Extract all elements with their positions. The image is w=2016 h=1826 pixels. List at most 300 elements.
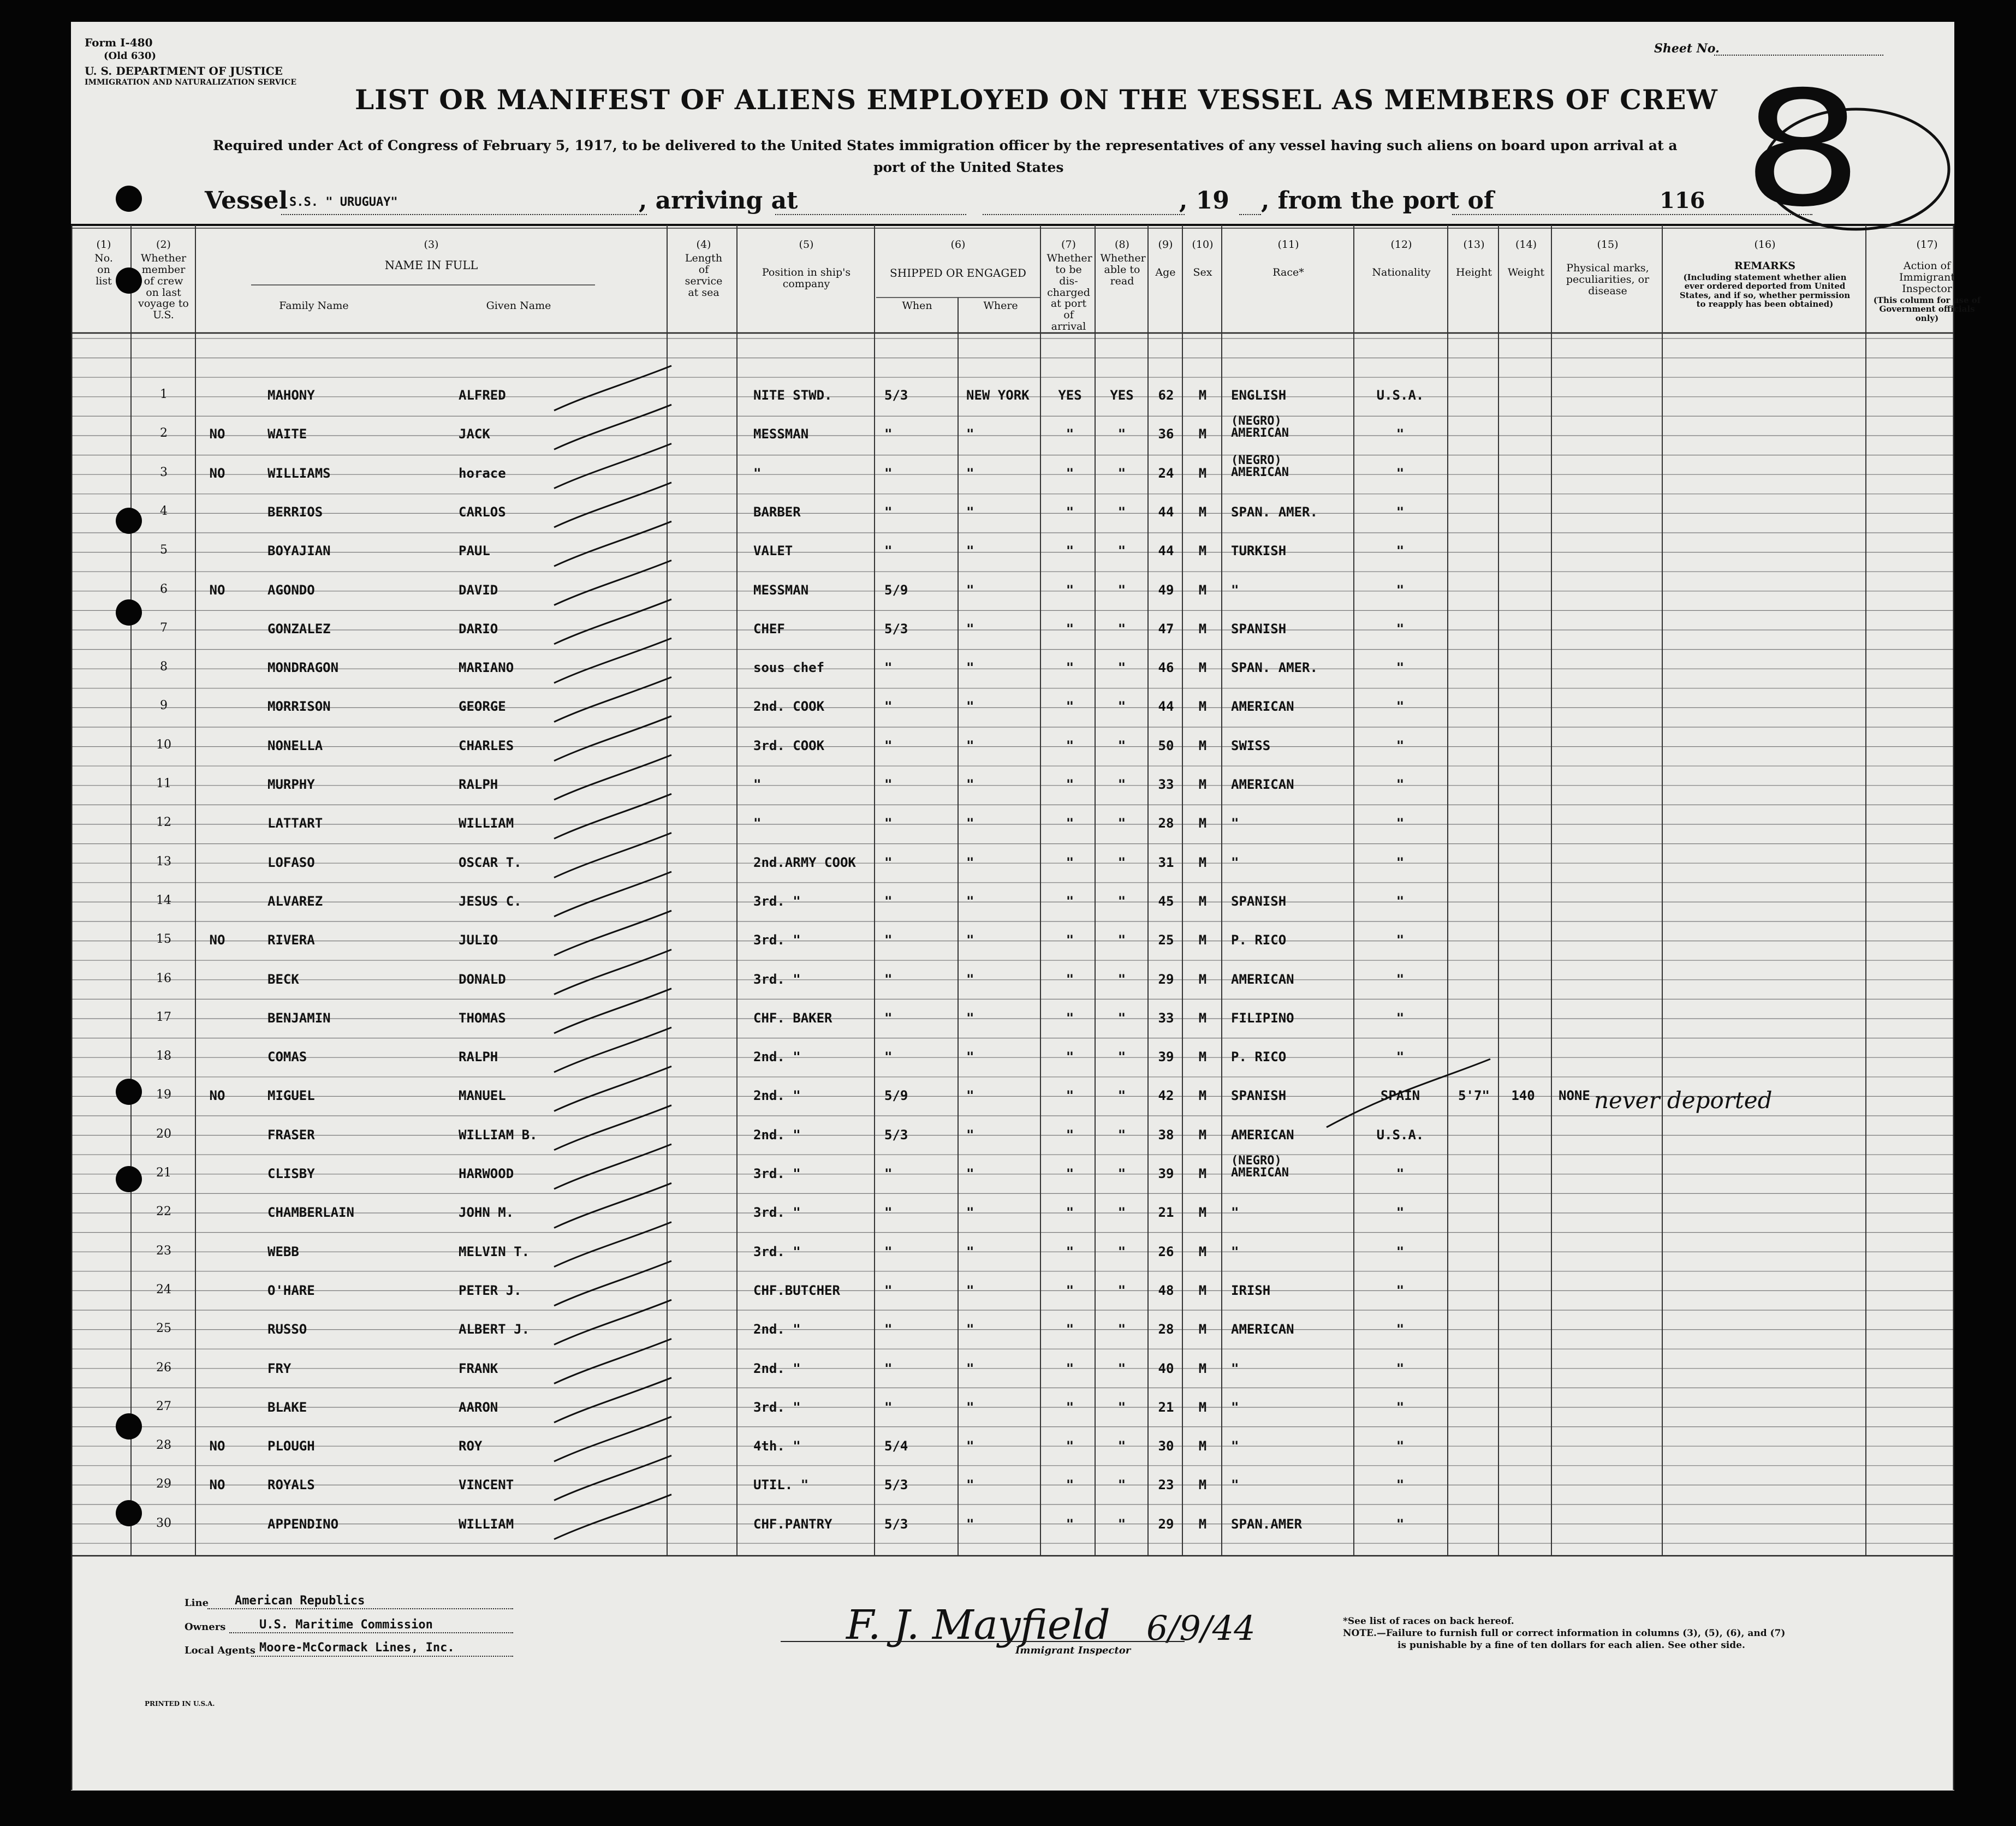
cell-family: FRASER xyxy=(267,1127,315,1143)
cell-race: " xyxy=(1231,1205,1239,1221)
cell-given: JOHN M. xyxy=(459,1205,514,1221)
cell-discharged: " xyxy=(1066,1399,1074,1415)
cell-no: 28 xyxy=(156,1438,171,1453)
cell-race: SPANISH xyxy=(1231,1088,1287,1104)
cell-age: 31 xyxy=(1158,854,1174,870)
cell-sex: M xyxy=(1198,1049,1207,1065)
cell-no: 5 xyxy=(160,543,168,557)
owners-field-line xyxy=(229,1632,513,1633)
cell-nationality: U.S.A. xyxy=(1376,388,1424,403)
cell-age: 39 xyxy=(1158,1166,1174,1181)
cell-no: 25 xyxy=(156,1322,171,1336)
cell-sex: M xyxy=(1198,1438,1207,1454)
cell-age: 21 xyxy=(1158,1205,1174,1221)
cell-nationality: " xyxy=(1396,893,1405,909)
cell-where: " xyxy=(966,1010,974,1026)
cell-position: 2nd. COOK xyxy=(753,699,825,715)
cell-read: " xyxy=(1117,932,1126,948)
cell-read: " xyxy=(1117,1244,1126,1259)
cell-nationality: " xyxy=(1396,1244,1405,1259)
punch-hole xyxy=(116,599,142,626)
cell-sex: M xyxy=(1198,660,1207,676)
cell-family: BECK xyxy=(267,971,299,987)
col9-header: (9) Age xyxy=(1155,239,1176,278)
cell-given: PAUL xyxy=(459,543,490,559)
cell-where: " xyxy=(966,582,974,598)
year-label: , 19 xyxy=(1179,187,1229,215)
cell-age: 42 xyxy=(1158,1088,1174,1104)
cell-no: 10 xyxy=(156,737,171,752)
cell-where: " xyxy=(966,971,974,987)
cell-position: 3rd. " xyxy=(753,1166,801,1181)
col5-header: (5) Position in ship's company xyxy=(762,239,851,290)
cell-family: O'HARE xyxy=(267,1282,315,1298)
cell-nationality: " xyxy=(1396,737,1405,753)
cell-where: " xyxy=(966,1322,974,1337)
cell-read: " xyxy=(1117,1399,1126,1415)
cell-sex: M xyxy=(1198,1477,1207,1493)
cell-read: " xyxy=(1117,1360,1126,1376)
cell-when: " xyxy=(884,737,893,753)
cell-discharged: " xyxy=(1066,1127,1074,1143)
col6-when-header: When xyxy=(902,300,932,312)
cell-age: 48 xyxy=(1158,1282,1174,1298)
cell-position: 3rd. " xyxy=(753,932,801,948)
cell-family: WILLIAMS xyxy=(267,465,331,481)
cell-age: 50 xyxy=(1158,737,1174,753)
cell-discharged: " xyxy=(1066,1244,1074,1259)
cell-crew: NO xyxy=(209,1088,225,1104)
cell-given: MELVIN T. xyxy=(459,1244,530,1259)
cell-age: 44 xyxy=(1158,504,1174,520)
inspector-signature: F. J. Mayfield xyxy=(846,1602,1110,1649)
cell-sex: M xyxy=(1198,1244,1207,1259)
cell-given: WILLIAM xyxy=(459,816,514,831)
cell-age: 21 xyxy=(1158,1399,1174,1415)
cell-where: " xyxy=(966,816,974,831)
cell-discharged: " xyxy=(1066,854,1074,870)
cell-position: 2nd. " xyxy=(753,1322,801,1337)
form-alt-number: (Old 630) xyxy=(104,50,156,62)
cell-discharged: " xyxy=(1066,1516,1074,1532)
cell-crew: NO xyxy=(209,1477,225,1493)
races-note: *See list of races on back hereof. xyxy=(1343,1616,1514,1627)
owners-label: Owners xyxy=(185,1621,226,1633)
cell-no: 27 xyxy=(156,1399,171,1413)
cell-no: 24 xyxy=(156,1282,171,1296)
cell-sex: M xyxy=(1198,932,1207,948)
cell-given: CARLOS xyxy=(459,504,506,520)
cell-when: " xyxy=(884,1399,893,1415)
cell-family: MURPHY xyxy=(267,777,315,792)
cell-discharged: " xyxy=(1066,971,1074,987)
cell-age: 25 xyxy=(1158,932,1174,948)
cell-race: TURKISH xyxy=(1231,543,1287,559)
cell-discharged: " xyxy=(1066,893,1074,909)
punch-hole xyxy=(116,1413,142,1440)
cell-when: " xyxy=(884,971,893,987)
cell-when: " xyxy=(884,504,893,520)
col16-header: (16) REMARKS (Including statement whether alien ever ordered deported from United States, and if so, whether permission to reapply has been obtained) xyxy=(1679,239,1851,310)
cell-given: DONALD xyxy=(459,971,506,987)
cell-position: CHEF xyxy=(753,621,785,637)
cell-family: BENJAMIN xyxy=(267,1010,331,1026)
cell-family: FRY xyxy=(267,1360,292,1376)
cell-read: " xyxy=(1117,816,1126,831)
cell-no: 4 xyxy=(160,504,168,518)
cell-position: 2nd.ARMY COOK xyxy=(753,854,856,870)
cell-position: 2nd. " xyxy=(753,1360,801,1376)
cell-where: " xyxy=(966,621,974,637)
cell-where: " xyxy=(966,1088,974,1104)
col6-where-header: Where xyxy=(983,300,1018,312)
cell-race: " xyxy=(1231,1477,1239,1493)
cell-no: 26 xyxy=(156,1360,171,1375)
cell-nationality: " xyxy=(1396,854,1405,870)
cell-when: 5/9 xyxy=(884,1088,908,1104)
cell-age: 45 xyxy=(1158,893,1174,909)
cell-when: " xyxy=(884,1244,893,1259)
cell-family: MAHONY xyxy=(267,388,315,403)
cell-read: " xyxy=(1117,1282,1126,1298)
cell-position: 2nd. " xyxy=(753,1127,801,1143)
cell-age: 28 xyxy=(1158,1322,1174,1337)
cell-no: 18 xyxy=(156,1049,171,1063)
vessel-name-line xyxy=(281,214,647,215)
cell-nationality: " xyxy=(1396,1010,1405,1026)
cell-nationality: " xyxy=(1396,816,1405,831)
agents-label: Local Agents xyxy=(185,1645,255,1656)
cell-where: " xyxy=(966,737,974,753)
cell-discharged: " xyxy=(1066,1322,1074,1337)
cell-given: RALPH xyxy=(459,1049,498,1065)
cell-when: " xyxy=(884,1166,893,1181)
punch-hole xyxy=(116,1166,142,1192)
line-value: American Republics xyxy=(235,1594,365,1608)
cell-family: LOFASO xyxy=(267,854,315,870)
cell-read: " xyxy=(1117,1477,1126,1493)
agents-value: Moore-McCormack Lines, Inc. xyxy=(259,1641,455,1655)
cell-nationality: " xyxy=(1396,660,1405,676)
cell-race: ENGLISH xyxy=(1231,388,1287,403)
cell-race: SPAN. AMER. xyxy=(1231,660,1318,676)
cell-position: 4th. " xyxy=(753,1438,801,1454)
cell-family: BLAKE xyxy=(267,1399,307,1415)
cell-nationality: " xyxy=(1396,465,1405,481)
cell-position: 3rd. " xyxy=(753,971,801,987)
col3-given-header: Given Name xyxy=(486,300,551,312)
cell-read: " xyxy=(1117,893,1126,909)
cell-read: " xyxy=(1117,699,1126,715)
cell-race: " xyxy=(1231,1399,1239,1415)
cell-discharged: " xyxy=(1066,1360,1074,1376)
cell-nationality: " xyxy=(1396,426,1405,442)
cell-sex: M xyxy=(1198,1516,1207,1532)
cell-when: " xyxy=(884,777,893,792)
cell-family: CHAMBERLAIN xyxy=(267,1205,354,1221)
cell-family: RUSSO xyxy=(267,1322,307,1337)
vessel-name: S.S. " URUGUAY" xyxy=(289,195,398,209)
cell-read: " xyxy=(1117,1049,1126,1065)
cell-no: 12 xyxy=(156,816,171,830)
fine-note-2: is punishable by a fine of ten dollars for each alien. See other side. xyxy=(1397,1640,1745,1651)
cell-position: VALET xyxy=(753,543,793,559)
cell-nationality: " xyxy=(1396,1360,1405,1376)
vessel-label: Vessel xyxy=(205,187,288,215)
cell-nationality: " xyxy=(1396,1049,1405,1065)
cell-sex: M xyxy=(1198,1360,1207,1376)
cell-read: " xyxy=(1117,543,1126,559)
cell-nationality: SPAIN xyxy=(1380,1088,1420,1104)
cell-read: " xyxy=(1117,504,1126,520)
owners-value: U.S. Maritime Commission xyxy=(259,1618,433,1632)
cell-where: " xyxy=(966,699,974,715)
cell-discharged: " xyxy=(1066,660,1074,676)
punch-hole xyxy=(116,186,142,212)
cell-where: " xyxy=(966,543,974,559)
cell-given: MARIANO xyxy=(459,660,514,676)
cell-age: 33 xyxy=(1158,1010,1174,1026)
cell-discharged: " xyxy=(1066,504,1074,520)
cell-family: WAITE xyxy=(267,426,307,442)
cell-nationality: " xyxy=(1396,1322,1405,1337)
cell-sex: M xyxy=(1198,543,1207,559)
cell-discharged: " xyxy=(1066,1438,1074,1454)
cell-discharged: " xyxy=(1066,1088,1074,1104)
year-line xyxy=(1239,214,1261,215)
cell-race: SPANISH xyxy=(1231,621,1287,637)
cell-race: FILIPINO xyxy=(1231,1010,1294,1026)
cell-sex: M xyxy=(1198,816,1207,831)
cell-sex: M xyxy=(1198,582,1207,598)
cell-sex: M xyxy=(1198,893,1207,909)
cell-given: WILLIAM xyxy=(459,1516,514,1532)
cell-family: ROYALS xyxy=(267,1477,315,1493)
arriving-port-line xyxy=(775,214,966,215)
cell-sex: M xyxy=(1198,971,1207,987)
cell-sex: M xyxy=(1198,1399,1207,1415)
cell-when: " xyxy=(884,1360,893,1376)
cell-sex: M xyxy=(1198,1166,1207,1181)
col17-header: (17) Action of Immigrant Inspector (This column for use of Government officials only) xyxy=(1873,239,1981,323)
cell-read: " xyxy=(1117,971,1126,987)
cell-sex: M xyxy=(1198,1205,1207,1221)
cell-nationality: " xyxy=(1396,777,1405,792)
cell-race: " xyxy=(1231,854,1239,870)
cell-read: " xyxy=(1117,1438,1126,1454)
cell-position: MESSMAN xyxy=(753,426,809,442)
line-label: Line xyxy=(185,1597,209,1609)
cell-family: GONZALEZ xyxy=(267,621,331,637)
cell-position: CHF. BAKER xyxy=(753,1010,832,1026)
cell-given: FRANK xyxy=(459,1360,498,1376)
cell-race: " xyxy=(1231,1360,1239,1376)
cell-where: NEW YORK xyxy=(966,388,1030,403)
cell-discharged: " xyxy=(1066,737,1074,753)
cell-given: horace xyxy=(459,465,506,481)
cell-no: 8 xyxy=(160,660,168,674)
cell-position: 3rd. " xyxy=(753,1205,801,1221)
cell-race: (NEGRO) AMERICAN xyxy=(1231,453,1289,479)
signature-line xyxy=(781,1641,1185,1642)
cell-read: " xyxy=(1117,1516,1126,1532)
cell-discharged: " xyxy=(1066,1010,1074,1026)
cell-where: " xyxy=(966,1360,974,1376)
cell-read: " xyxy=(1117,426,1126,442)
cell-when: " xyxy=(884,543,893,559)
cell-sex: M xyxy=(1198,426,1207,442)
cell-when: " xyxy=(884,426,893,442)
cell-no: 23 xyxy=(156,1244,171,1258)
cell-position: 3rd. " xyxy=(753,893,801,909)
cell-where: " xyxy=(966,504,974,520)
cell-nationality: " xyxy=(1396,543,1405,559)
cell-sex: M xyxy=(1198,1127,1207,1143)
cell-sex: M xyxy=(1198,699,1207,715)
cell-given: OSCAR T. xyxy=(459,854,522,870)
inspector-label: Immigrant Inspector xyxy=(1015,1645,1131,1656)
punch-hole xyxy=(116,508,142,534)
cell-where: " xyxy=(966,1516,974,1532)
cell-family: APPENDINO xyxy=(267,1516,339,1532)
cell-given: JACK xyxy=(459,426,490,442)
cell-given: WILLIAM B. xyxy=(459,1127,538,1143)
cell-discharged: " xyxy=(1066,816,1074,831)
cell-where: " xyxy=(966,426,974,442)
cell-position: NITE STWD. xyxy=(753,388,832,403)
cell-crew: NO xyxy=(209,426,225,442)
cell-discharged: " xyxy=(1066,582,1074,598)
cell-given: VINCENT xyxy=(459,1477,514,1493)
cell-position: 3rd. COOK xyxy=(753,737,825,753)
cell-given: PETER J. xyxy=(459,1282,522,1298)
cell-position: BARBER xyxy=(753,504,801,520)
col3-header: (3) NAME IN FULL xyxy=(384,239,478,272)
cell-position: 2nd. " xyxy=(753,1049,801,1065)
cell-read: " xyxy=(1117,1127,1126,1143)
cell-when: " xyxy=(884,1282,893,1298)
cell-nationality: " xyxy=(1396,1438,1405,1454)
cell-where: " xyxy=(966,932,974,948)
cell-age: 39 xyxy=(1158,1049,1174,1065)
service-name: IMMIGRATION AND NATURALIZATION SERVICE xyxy=(85,78,296,87)
cell-when: " xyxy=(884,893,893,909)
cell-position: " xyxy=(753,777,762,792)
col7-header: (7) Whether to be dis-charged at port of arrival xyxy=(1046,239,1092,333)
cell-given: MANUEL xyxy=(459,1088,506,1104)
cell-race: " xyxy=(1231,816,1239,831)
punch-hole xyxy=(116,1500,142,1526)
cell-discharged: YES xyxy=(1058,388,1082,403)
cell-race: SWISS xyxy=(1231,737,1271,753)
cell-nationality: " xyxy=(1396,932,1405,948)
cell-read: " xyxy=(1117,465,1126,481)
cell-where: " xyxy=(966,777,974,792)
cell-discharged: " xyxy=(1066,543,1074,559)
cell-crew: NO xyxy=(209,465,225,481)
page-title: LIST OR MANIFEST OF ALIENS EMPLOYED ON THE VESSEL AS MEMBERS OF CREW xyxy=(355,84,1718,116)
cell-discharged: " xyxy=(1066,465,1074,481)
col15-header: (15) Physical marks, peculiarities, or disease xyxy=(1566,239,1650,297)
cell-age: 62 xyxy=(1158,388,1174,403)
cell-position: " xyxy=(753,816,762,831)
cell-age: 36 xyxy=(1158,426,1174,442)
cell-where: " xyxy=(966,1166,974,1181)
cell-nationality: " xyxy=(1396,1399,1405,1415)
cell-where: " xyxy=(966,1127,974,1143)
cell-race: P. RICO xyxy=(1231,1049,1287,1065)
cell-position: CHF.BUTCHER xyxy=(753,1282,840,1298)
cell-age: 38 xyxy=(1158,1127,1174,1143)
cell-when: " xyxy=(884,660,893,676)
cell-no: 9 xyxy=(160,699,168,713)
cell-no: 6 xyxy=(160,582,168,596)
cell-no: 20 xyxy=(156,1127,171,1141)
cell-read: " xyxy=(1117,1166,1126,1181)
cell-no: 3 xyxy=(160,465,168,479)
cell-where: " xyxy=(966,1477,974,1493)
cell-read: YES xyxy=(1110,388,1134,403)
cell-position: CHF.PANTRY xyxy=(753,1516,832,1532)
cell-given: CHARLES xyxy=(459,737,514,753)
cell-family: ALVAREZ xyxy=(267,893,323,909)
cell-when: " xyxy=(884,1010,893,1026)
manifest-sheet xyxy=(71,22,1981,1791)
cell-family: MIGUEL xyxy=(267,1088,315,1104)
cell-discharged: " xyxy=(1066,621,1074,637)
cell-where: " xyxy=(966,1399,974,1415)
cell-race: SPAN. AMER. xyxy=(1231,504,1318,520)
cell-family: LATTART xyxy=(267,816,323,831)
cell-no: 13 xyxy=(156,854,171,869)
cell-age: 47 xyxy=(1158,621,1174,637)
cell-when: 5/3 xyxy=(884,621,908,637)
cell-where: " xyxy=(966,1282,974,1298)
col11-header: (11) Race* xyxy=(1272,239,1304,278)
cell-age: 33 xyxy=(1158,777,1174,792)
cell-where: " xyxy=(966,465,974,481)
agents-field-line xyxy=(251,1656,513,1657)
from-port-label: , from the port of xyxy=(1261,187,1494,215)
cell-race: AMERICAN xyxy=(1231,1322,1294,1337)
cell-when: " xyxy=(884,1322,893,1337)
col12-header: (12) Nationality xyxy=(1372,239,1431,278)
cell-position: UTIL. " xyxy=(753,1477,809,1493)
cell-family: MORRISON xyxy=(267,699,331,715)
cell-family: BOYAJIAN xyxy=(267,543,331,559)
cell-read: " xyxy=(1117,854,1126,870)
remarks-row-19: never deported xyxy=(1594,1087,1773,1114)
sheet-number-handwritten: 8 xyxy=(1742,58,1863,242)
cell-no: 14 xyxy=(156,893,171,907)
cell-position: 2nd. " xyxy=(753,1088,801,1104)
cell-read: " xyxy=(1117,1205,1126,1221)
cell-read: " xyxy=(1117,582,1126,598)
signature-date: 6/9/44 xyxy=(1146,1608,1256,1648)
cell-when: " xyxy=(884,699,893,715)
cell-when: " xyxy=(884,1049,893,1065)
cell-crew: NO xyxy=(209,932,225,948)
cell-height: 5'7" xyxy=(1458,1088,1490,1104)
col6-header: (6) SHIPPED OR ENGAGED xyxy=(890,239,1026,279)
cell-sex: M xyxy=(1198,854,1207,870)
cell-no: 15 xyxy=(156,932,171,947)
cell-no: 2 xyxy=(160,426,168,441)
cell-family: RIVERA xyxy=(267,932,315,948)
printed-in-usa: PRINTED IN U.S.A. xyxy=(145,1700,215,1708)
cell-race: SPANISH xyxy=(1231,893,1287,909)
cell-crew: NO xyxy=(209,1438,225,1454)
